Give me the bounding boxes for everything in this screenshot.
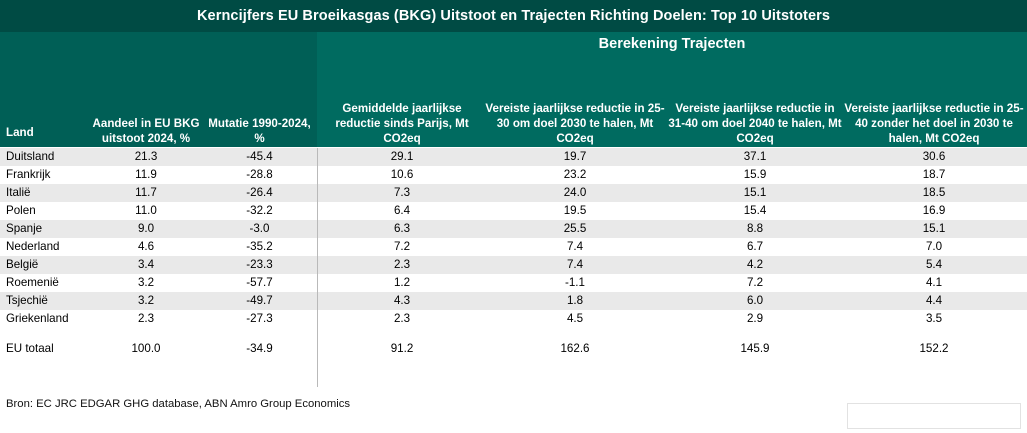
table-row [0, 220, 1027, 238]
figure-title-bar [0, 0, 1027, 32]
table-cell-r3140: 37.1 [743, 150, 767, 163]
table-row-total [0, 340, 1027, 358]
table-cell-r2540: 30.6 [922, 150, 946, 163]
table-cell-r3140: 7.2 [746, 276, 764, 289]
table-cell-r3140: 15.4 [743, 204, 767, 217]
table-cell-r3140: 8.8 [746, 222, 764, 235]
table-cell-change: -26.4 [246, 186, 273, 199]
table-cell-r2530: 23.2 [563, 168, 587, 181]
column-header-land: Land [6, 126, 34, 139]
column-header-required-3140: Vereiste jaarlijkse reductie in 31-40 om doel 2040 te halen, Mt CO2eq [668, 102, 842, 145]
column-header-required-2530: Vereiste jaarlijkse reductie in 25-30 om doel 2030 te halen, Mt CO2eq [485, 102, 665, 145]
table-cell-r3140: 145.9 [740, 342, 770, 355]
table-cell-change: -45.4 [246, 150, 273, 163]
table-cell-r2530: 7.4 [566, 258, 584, 271]
table-cell-avg: 10.6 [390, 168, 414, 181]
table-cell-r2530: 162.6 [560, 342, 590, 355]
table-cell-country: België [6, 258, 39, 271]
table-cell-r3140: 6.7 [746, 240, 764, 253]
table-cell-country: Griekenland [6, 312, 69, 325]
table-cell-r2540: 15.1 [922, 222, 946, 235]
table-cell-country: Tsjechië [6, 294, 48, 307]
table-row [0, 184, 1027, 202]
table-row [0, 238, 1027, 256]
table-cell-avg: 2.3 [393, 258, 411, 271]
table-cell-change: -57.7 [246, 276, 273, 289]
table-cell-r2530: 4.5 [566, 312, 584, 325]
table-cell-share: 4.6 [137, 240, 155, 253]
table-cell-r2530: 25.5 [563, 222, 587, 235]
table-cell-change: -32.2 [246, 204, 273, 217]
table-cell-avg: 29.1 [390, 150, 414, 163]
table-cell-r2540: 3.5 [925, 312, 943, 325]
table-cell-r2540: 18.7 [922, 168, 946, 181]
table-cell-change: -27.3 [246, 312, 273, 325]
table-cell-r3140: 2.9 [746, 312, 764, 325]
table-cell-share: 11.9 [135, 168, 157, 181]
table-body [0, 148, 1027, 358]
column-header-required-2540: Vereiste jaarlijkse reductie in 25-40 zonder het doel in 2030 te halen, Mt CO2eq [844, 102, 1024, 145]
table-cell-r2540: 7.0 [925, 240, 943, 253]
table-cell-country: Frankrijk [6, 168, 51, 181]
table-cell-share: 11.7 [135, 186, 157, 199]
table-cell-share: 3.4 [137, 258, 155, 271]
table-row [0, 148, 1027, 166]
table-cell-share: 2.3 [137, 312, 155, 325]
table-cell-country: Italië [6, 186, 31, 199]
table-row [0, 202, 1027, 220]
table-cell-avg: 91.2 [390, 342, 414, 355]
table-cell-share: 3.2 [137, 276, 155, 289]
header-group-title: Berekening Trajecten [598, 36, 746, 52]
table-cell-change: -49.7 [246, 294, 273, 307]
table-cell-r3140: 15.1 [743, 186, 767, 199]
table-cell-r2540: 4.4 [925, 294, 943, 307]
table-cell-share: 9.0 [137, 222, 155, 235]
table-cell-country: Nederland [6, 240, 60, 253]
table-cell-change: -35.2 [246, 240, 273, 253]
table-cell-r2530: -1.1 [565, 276, 585, 289]
table-row [0, 166, 1027, 184]
column-header-change: Mutatie 1990-2024, % [208, 117, 311, 145]
column-header-share: Aandeel in EU BKG uitstoot 2024, % [92, 117, 200, 145]
table-row [0, 310, 1027, 328]
table-cell-r2540: 4.1 [925, 276, 943, 289]
table-cell-r2530: 1.8 [566, 294, 584, 307]
table-row [0, 274, 1027, 292]
table-cell-r2540: 18.5 [922, 186, 946, 199]
table-cell-r2540: 5.4 [925, 258, 943, 271]
table-row [0, 256, 1027, 274]
table-cell-avg: 7.3 [393, 186, 411, 199]
table-cell-avg: 6.3 [393, 222, 411, 235]
table-cell-share: 100.0 [131, 342, 161, 355]
table-cell-avg: 1.2 [393, 276, 411, 289]
table-cell-country: Duitsland [6, 150, 55, 163]
table-cell-country: EU totaal [6, 342, 54, 355]
column-group-separator [317, 148, 318, 387]
table-cell-share: 21.3 [134, 150, 158, 163]
table-cell-country: Spanje [6, 222, 43, 235]
table-cell-avg: 4.3 [393, 294, 411, 307]
table-cell-r3140: 4.2 [746, 258, 764, 271]
table-cell-country: Roemenië [6, 276, 59, 289]
table-cell-r2530: 24.0 [563, 186, 587, 199]
table-cell-r3140: 6.0 [746, 294, 764, 307]
table-cell-r2540: 16.9 [922, 204, 946, 217]
column-header-avg-reduction: Gemiddelde jaarlijkse reductie sinds Parijs, Mt CO2eq [335, 102, 469, 145]
table-cell-avg: 2.3 [393, 312, 411, 325]
page-title: Kerncijfers EU Broeikasgas (BKG) Uitstoot en Trajecten Richting Doelen: Top 10 Uitstoters [196, 8, 831, 24]
table-cell-change: -3.0 [249, 222, 270, 235]
table-cell-avg: 6.4 [393, 204, 411, 217]
table-spacer-row [0, 328, 1027, 340]
table-cell-change: -34.9 [246, 342, 273, 355]
table-cell-r2530: 19.5 [563, 204, 587, 217]
table-cell-share: 11.0 [135, 204, 157, 217]
table-cell-avg: 7.2 [393, 240, 411, 253]
table-cell-share: 3.2 [137, 294, 155, 307]
source-note: Bron: EC JRC EDGAR GHG database, ABN Amro Group Economics [6, 398, 351, 410]
table-cell-change: -28.8 [246, 168, 273, 181]
table-cell-r3140: 15.9 [743, 168, 767, 181]
table-cell-r2530: 19.7 [563, 150, 587, 163]
table-cell-r2530: 7.4 [566, 240, 584, 253]
table-cell-country: Polen [6, 204, 36, 217]
table-cell-r2540: 152.2 [919, 342, 949, 355]
table-row [0, 292, 1027, 310]
table-cell-change: -23.3 [246, 258, 273, 271]
corner-placeholder-box [847, 403, 1021, 429]
